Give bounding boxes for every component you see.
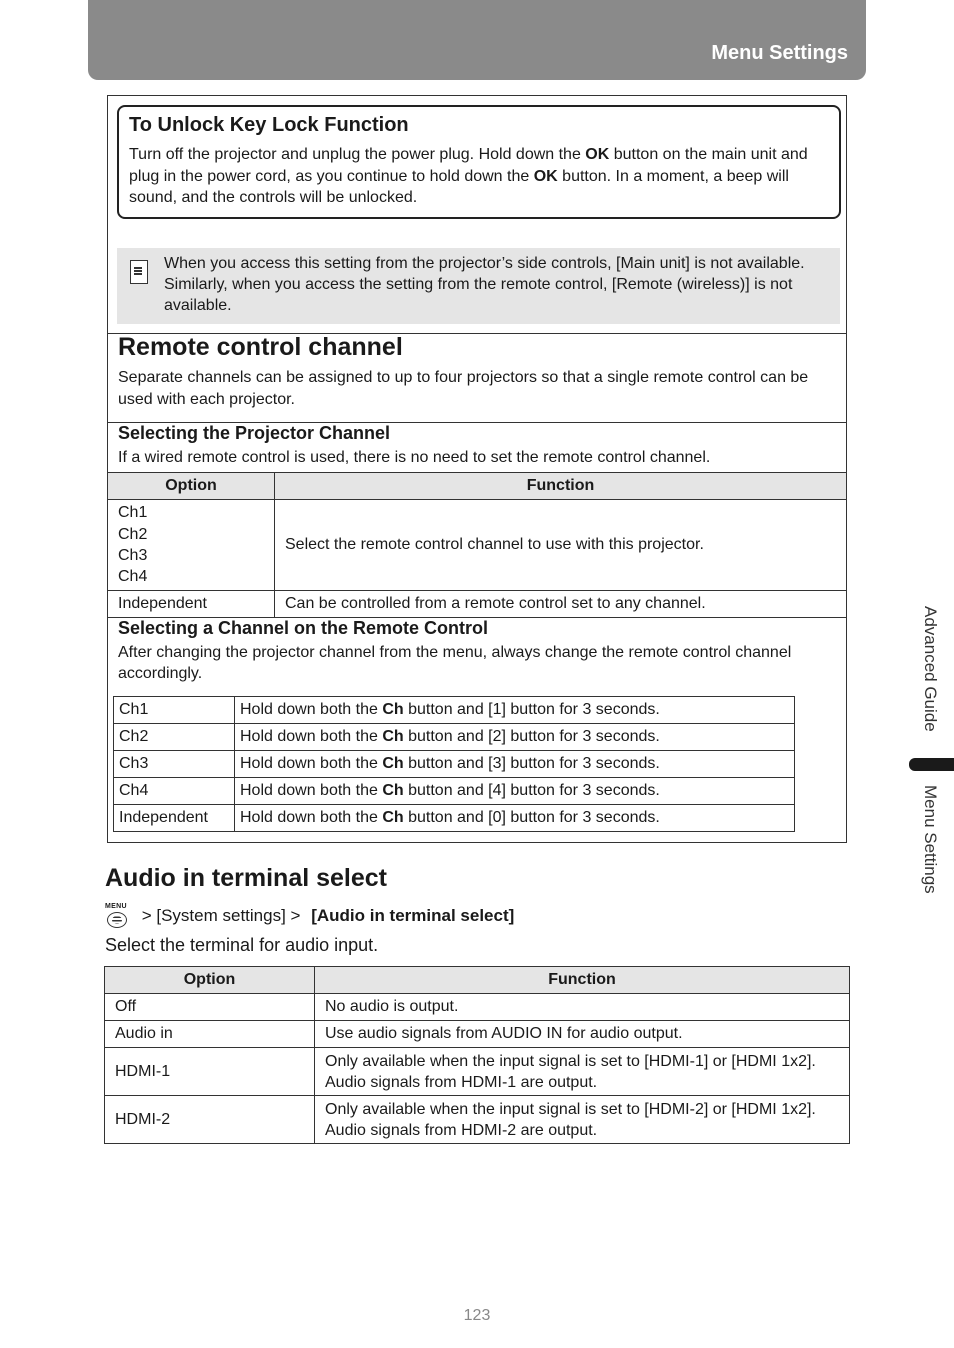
table-row [108, 591, 847, 618]
function-cell: Use audio signals from AUDIO IN for audio output. [315, 1021, 850, 1048]
projector-channel-title: Selecting the Projector Channel [118, 423, 391, 443]
table-row [114, 697, 795, 724]
instruction-cell: Hold down both the Ch button and [1] button for 3 seconds. [235, 697, 795, 724]
remote-channel-title: Remote control channel [118, 333, 403, 361]
channel-cell: Ch3 [114, 751, 235, 778]
projector-channel-table [107, 472, 847, 618]
option-cell: Independent [108, 591, 275, 618]
remote-side-description: After changing the projector channel from the menu, always change the remote control channel accordingly. [118, 644, 792, 682]
option-cell: HDMI-2 [105, 1096, 315, 1144]
side-tab-advanced-guide: Advanced Guide [921, 606, 940, 732]
projector-channel-description: If a wired remote control is used, there is no need to set the remote control channel. [118, 449, 711, 466]
column-header: Function [275, 473, 847, 500]
remote-side-title: Selecting a Channel on the Remote Control [118, 618, 489, 638]
unlock-text: Turn off the projector and unplug the power plug. Hold down the OK button on the main unit and plug in the power cord, as you continue to hold down the OK button. In a moment, a beep will sound, and the controls will be unlocked. [129, 146, 808, 206]
channel-cell: Ch4 [114, 778, 235, 805]
audio-title: Audio in terminal select [105, 864, 388, 892]
option-cell: Off [105, 994, 315, 1021]
side-tab-marker [909, 758, 954, 771]
unlock-box [117, 105, 841, 219]
header-title: Menu Settings [711, 42, 848, 64]
function-cell: Can be controlled from a remote control set to any channel. [275, 591, 847, 618]
table-row [108, 500, 847, 591]
audio-table [104, 966, 850, 1144]
menu-path [105, 903, 514, 929]
option-cell: Ch1 Ch2 Ch3 Ch4 [108, 500, 275, 591]
instruction-cell: Hold down both the Ch button and [0] button for 3 seconds. [235, 805, 795, 832]
function-cell: Only available when the input signal is set to [HDMI-1] or [HDMI 1x2]. Audio signals from HDMI-1 are output. [315, 1048, 850, 1096]
channel-cell: Ch1 [114, 697, 235, 724]
table-row [105, 1021, 850, 1048]
table-row [114, 724, 795, 751]
function-cell: No audio is output. [315, 994, 850, 1021]
function-cell: Only available when the input signal is set to [HDMI-2] or [HDMI 1x2]. Audio signals from HDMI-2 are output. [315, 1096, 850, 1144]
note-icon [130, 260, 148, 284]
remote-channel-description: Separate channels can be assigned to up to four projectors so that a single remote control can be used with each projector. [118, 369, 809, 408]
channel-cell: Independent [114, 805, 235, 832]
menu-button-icon: MENU [105, 903, 131, 929]
function-cell: Select the remote control channel to use with this projector. [275, 500, 847, 591]
table-row [105, 1048, 850, 1096]
table-row [114, 751, 795, 778]
unlock-title: To Unlock Key Lock Function [129, 114, 409, 136]
menu-path-target: [Audio in terminal select] [311, 906, 515, 925]
option-cell: Audio in [105, 1021, 315, 1048]
page-number: 123 [463, 1307, 491, 1324]
column-header: Option [105, 967, 315, 994]
side-tab-menu-settings: Menu Settings [921, 785, 940, 894]
table-row [114, 805, 795, 832]
remote-side-table [113, 696, 795, 832]
table-row [105, 994, 850, 1021]
column-header: Function [315, 967, 850, 994]
note-box [117, 248, 840, 324]
channel-cell: Ch2 [114, 724, 235, 751]
table-row [114, 778, 795, 805]
note-text: When you access this setting from the projector’s side controls, [Main unit] is not available. Similarly, when you access the setting from the remote control, [Remote (wireless)] is not available. [164, 255, 805, 314]
instruction-cell: Hold down both the Ch button and [2] button for 3 seconds. [235, 724, 795, 751]
table-row [105, 1096, 850, 1144]
option-cell: HDMI-1 [105, 1048, 315, 1096]
instruction-cell: Hold down both the Ch button and [4] button for 3 seconds. [235, 778, 795, 805]
menu-path-plain: > [System settings] > [137, 906, 306, 925]
instruction-cell: Hold down both the Ch button and [3] button for 3 seconds. [235, 751, 795, 778]
page-header [88, 0, 866, 80]
column-header: Option [108, 473, 275, 500]
audio-description: Select the terminal for audio input. [105, 935, 379, 955]
